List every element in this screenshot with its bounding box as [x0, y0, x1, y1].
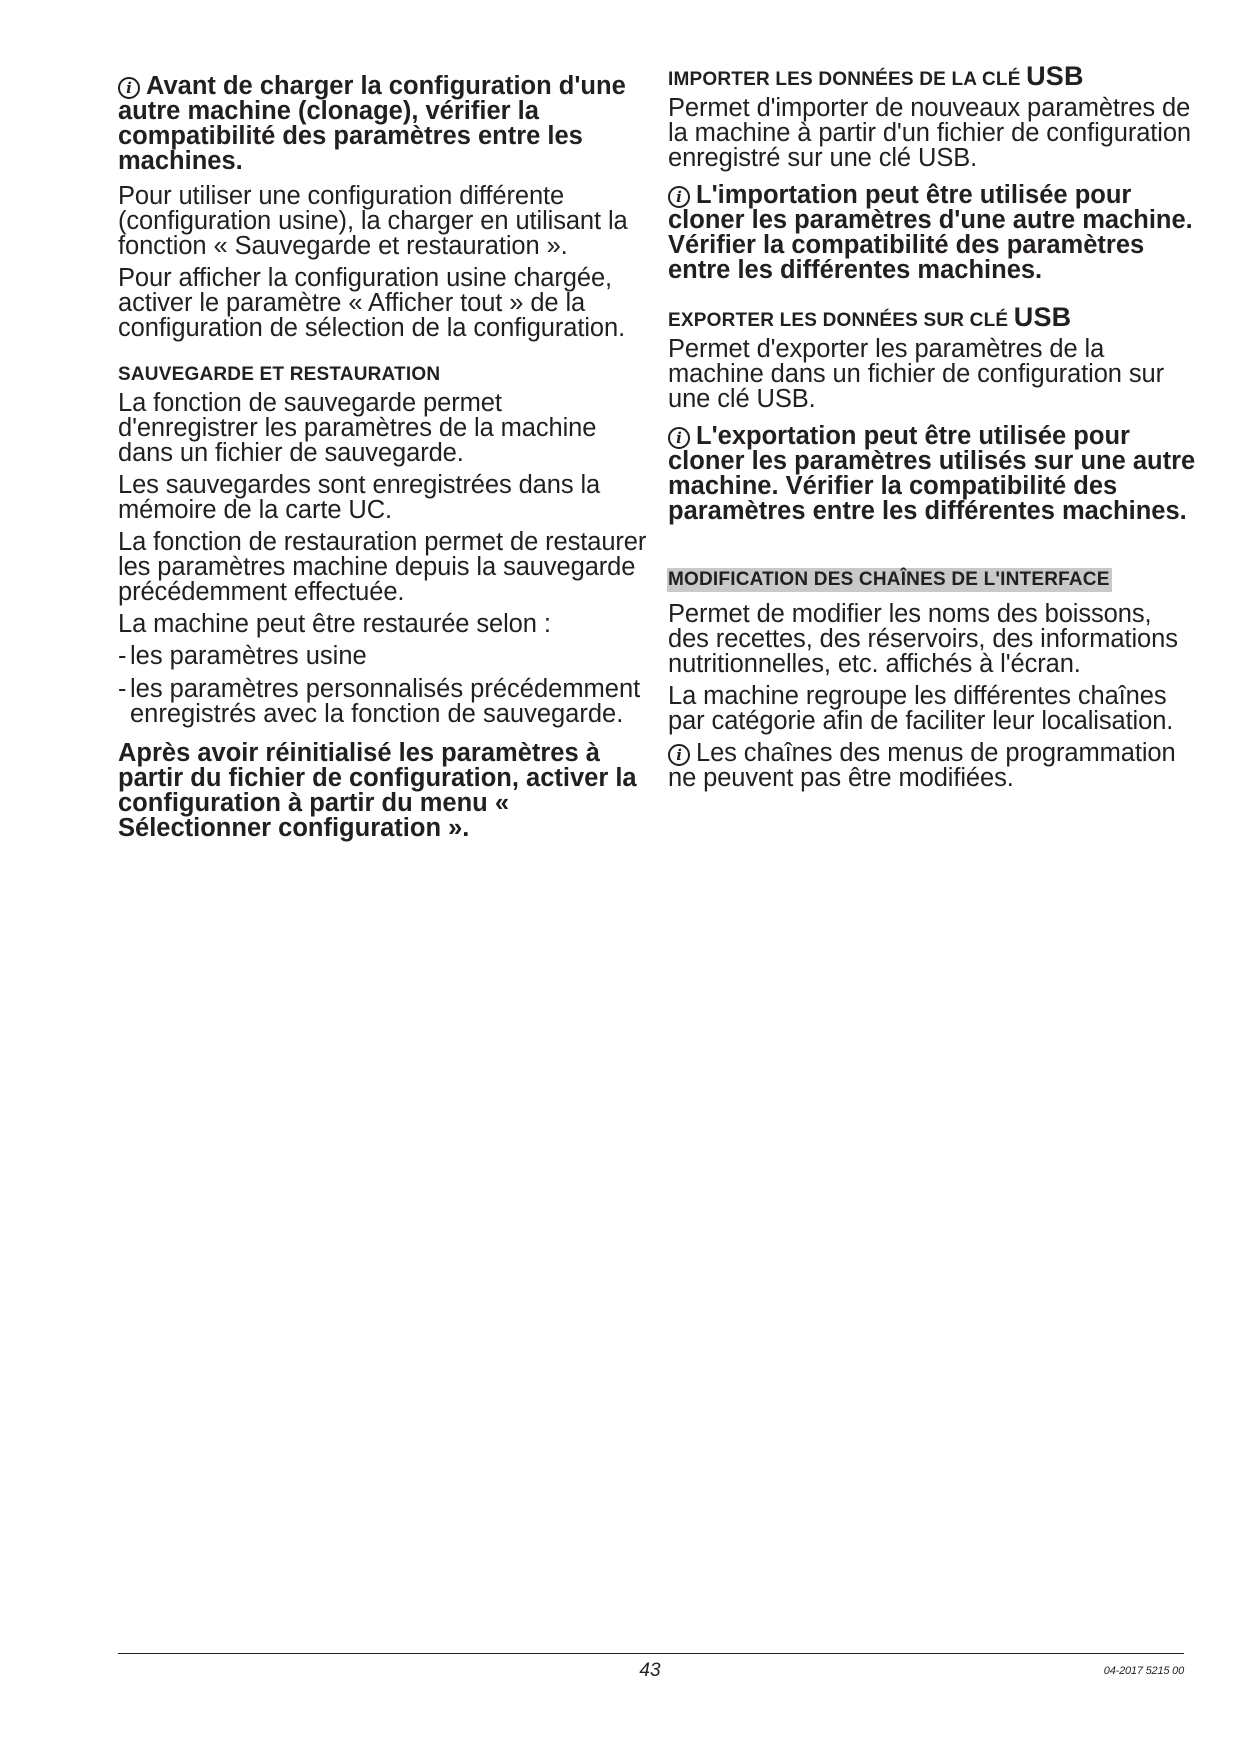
note-import-text: L'importation peut être utilisée pour cloner les paramètres d'une autre machine. Vérifier la compatibilité des paramètres entre les différentes machines. [668, 181, 1193, 284]
heading-backup-restore: SAUVEGARDE ET RESTAURATION [118, 364, 441, 385]
list-item-text: les paramètres usine [130, 642, 367, 670]
note-clone-warning [118, 74, 648, 174]
info-icon: i [668, 186, 690, 208]
heading-strings-wrapper [668, 546, 1198, 596]
paragraph-strings-category: La machine regroupe les différentes chaînes par catégorie afin de faciliter leur localisation. [668, 682, 1174, 735]
list-dash: - [118, 642, 127, 670]
document-reference: 04-2017 5215 00 [1103, 1665, 1184, 1677]
note-strings-text: Les chaînes des menus de programmation ne peuvent pas être modifiées. [668, 739, 1176, 792]
paragraph-import: Permet d'importer de nouveaux paramètres de la machine à partir d'un fichier de configuration enregistré sur une clé USB. [668, 94, 1192, 172]
page-number: 43 [639, 1660, 661, 1681]
heading-import-usb [668, 61, 1198, 92]
heading-interface-strings: MODIFICATION DES CHAÎNES DE L'INTERFACE [668, 569, 1110, 590]
note-strings [668, 741, 1198, 791]
paragraph-show-config: Pour afficher la configuration usine chargée, activer le paramètre « Afficher tout » de la configuration de sélection de la configuration. [118, 264, 626, 342]
footer-rule [118, 1653, 1184, 1654]
left-column [118, 74, 648, 851]
heading-export-text: EXPORTER LES DONNÉES SUR CLÉ [668, 310, 1009, 331]
info-icon: i [668, 427, 690, 449]
heading-import-text: IMPORTER LES DONNÉES DE LA CLÉ [668, 69, 1021, 90]
note-export [668, 424, 1198, 524]
list-item [118, 677, 648, 727]
heading-export-usb-label: USB [1013, 302, 1072, 332]
paragraph-export: Permet d'exporter les paramètres de la machine dans un fichier de configuration sur une clé USB. [668, 335, 1164, 413]
note-export-text: L'exportation peut être utilisée pour cloner les paramètres utilisés sur une autre machine. Vérifier la compatibilité des paramètres entre les différentes machines. [668, 422, 1196, 525]
list-item [118, 644, 648, 669]
bold-final-instruction: Après avoir réinitialisé les paramètres à partir du fichier de configuration, activer la configuration à partir du menu « Sélectionner configuration ». [118, 739, 637, 842]
heading-export-usb [668, 302, 1198, 333]
list-dash: - [118, 675, 127, 703]
right-column [668, 61, 1198, 798]
info-icon: i [118, 77, 140, 99]
paragraph-backup-storage: Les sauvegardes sont enregistrées dans la mémoire de la carte UC. [118, 471, 601, 524]
list-item-text: les paramètres personnalisés précédemment enregistrés avec la fonction de sauvegarde. [130, 675, 641, 728]
paragraph-restore-function: La fonction de restauration permet de restaurer les paramètres machine depuis la sauvegarde précédemment effectuée. [118, 528, 647, 606]
paragraph-backup-function: La fonction de sauvegarde permet d'enregistrer les paramètres de la machine dans un fichier de sauvegarde. [118, 389, 597, 467]
note-clone-warning-text: Avant de charger la configuration d'une autre machine (clonage), vérifier la compatibilité des paramètres entre les machines. [118, 72, 626, 175]
paragraph-restore-options: La machine peut être restaurée selon : [118, 610, 551, 638]
paragraph-factory-config: Pour utiliser une configuration différente (configuration usine), la charger en utilisant la fonction « Sauvegarde et restauration ». [118, 182, 628, 260]
paragraph-strings-modify: Permet de modifier les noms des boissons, des recettes, des réservoirs, des informations nutritionnelles, etc. affichés à l'écran. [668, 600, 1178, 678]
note-import [668, 183, 1198, 283]
heading-import-usb-label: USB [1026, 61, 1084, 91]
info-icon: i [668, 744, 690, 766]
